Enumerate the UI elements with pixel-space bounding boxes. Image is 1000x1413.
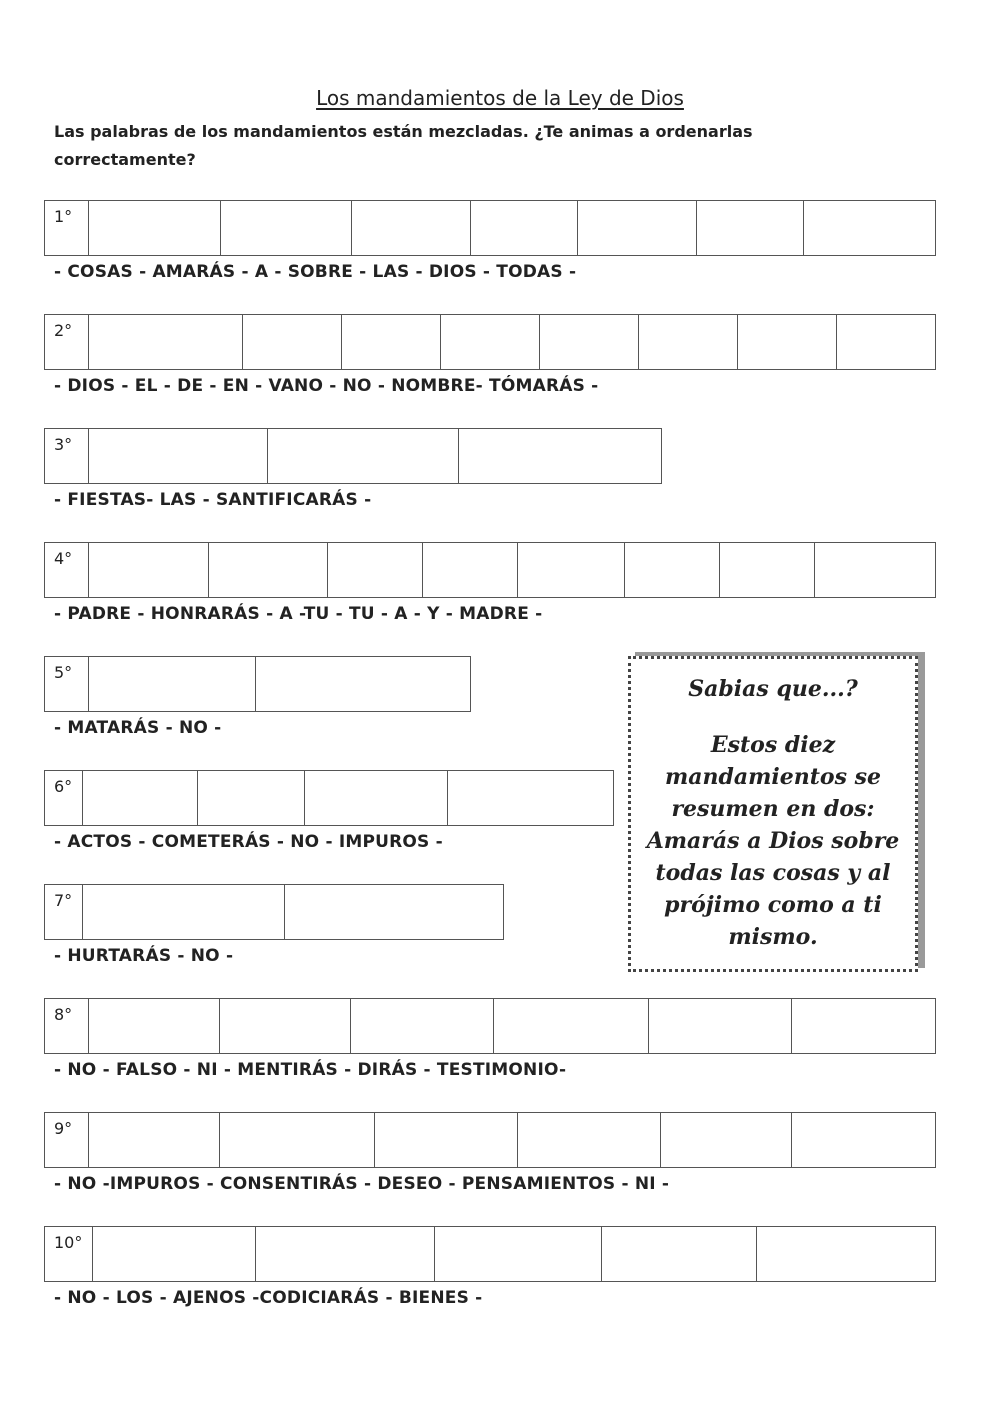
did-you-know-box	[628, 656, 918, 972]
answer-cell[interactable]	[268, 429, 459, 483]
did-you-know-title: Sabias que...?	[688, 676, 858, 702]
answer-cell[interactable]	[89, 999, 220, 1053]
answer-cell[interactable]	[243, 315, 342, 369]
answer-cell[interactable]	[448, 771, 613, 825]
instructions-line-2: correctamente?	[54, 150, 196, 169]
answer-row-4	[44, 542, 936, 598]
answer-cell[interactable]	[305, 771, 448, 825]
answer-cell[interactable]	[602, 1227, 757, 1281]
scrambled-words-6: - ACTOS - COMETERÁS - NO - IMPUROS -	[54, 832, 443, 852]
answer-cell[interactable]	[649, 999, 792, 1053]
scrambled-words-8: - NO - FALSO - NI - MENTIRÁS - DIRÁS - TESTIMONIO-	[54, 1060, 567, 1080]
answer-cell[interactable]	[792, 999, 935, 1053]
answer-cell[interactable]	[351, 999, 494, 1053]
answer-row-7	[44, 884, 504, 940]
answer-cell[interactable]	[220, 1113, 375, 1167]
answer-cell[interactable]	[471, 201, 578, 255]
answer-cell[interactable]	[285, 885, 503, 939]
answer-cell[interactable]	[375, 1113, 518, 1167]
row-number-10: 10°	[45, 1227, 93, 1281]
row-number-1: 1°	[45, 201, 89, 255]
answer-cell[interactable]	[423, 543, 518, 597]
answer-cell[interactable]	[221, 201, 352, 255]
answer-cell[interactable]	[198, 771, 305, 825]
scrambled-words-1: - COSAS - AMARÁS - A - SOBRE - LAS - DIOS - TODAS -	[54, 262, 577, 282]
answer-cell[interactable]	[697, 201, 804, 255]
answer-cell[interactable]	[815, 543, 935, 597]
answer-cell[interactable]	[540, 315, 639, 369]
instructions	[54, 118, 854, 174]
answer-cell[interactable]	[89, 429, 268, 483]
answer-cell[interactable]	[209, 543, 328, 597]
answer-cell[interactable]	[738, 315, 837, 369]
answer-row-3	[44, 428, 662, 484]
answer-row-9	[44, 1112, 936, 1168]
scrambled-words-10: - NO - LOS - AJENOS -CODICIARÁS - BIENES -	[54, 1288, 483, 1308]
answer-cell[interactable]	[625, 543, 720, 597]
answer-cell[interactable]	[256, 1227, 435, 1281]
answer-row-5	[44, 656, 471, 712]
answer-cell[interactable]	[661, 1113, 792, 1167]
answer-cell[interactable]	[83, 771, 198, 825]
row-number-7: 7°	[45, 885, 83, 939]
answer-row-2	[44, 314, 936, 370]
answer-cell[interactable]	[494, 999, 649, 1053]
answer-cell[interactable]	[89, 201, 221, 255]
answer-cell[interactable]	[220, 999, 351, 1053]
answer-cell[interactable]	[837, 315, 935, 369]
answer-cell[interactable]	[93, 1227, 256, 1281]
answer-cell[interactable]	[352, 201, 471, 255]
row-number-3: 3°	[45, 429, 89, 483]
answer-row-10	[44, 1226, 936, 1282]
row-number-6: 6°	[45, 771, 83, 825]
scrambled-words-4: - PADRE - HONRARÁS - A -TU - TU - A - Y - MADRE -	[54, 604, 543, 624]
answer-row-6	[44, 770, 614, 826]
scrambled-words-7: - HURTARÁS - NO -	[54, 946, 234, 966]
row-number-5: 5°	[45, 657, 89, 711]
answer-cell[interactable]	[89, 315, 243, 369]
answer-cell[interactable]	[578, 201, 697, 255]
answer-cell[interactable]	[720, 543, 815, 597]
scrambled-words-3: - FIESTAS- LAS - SANTIFICARÁS -	[54, 490, 372, 510]
scrambled-words-9: - NO -IMPUROS - CONSENTIRÁS - DESEO - PENSAMIENTOS - NI -	[54, 1174, 670, 1194]
answer-cell[interactable]	[518, 543, 625, 597]
answer-cell[interactable]	[804, 201, 935, 255]
answer-cell[interactable]	[256, 657, 470, 711]
did-you-know-text: Estos diez mandamientos se resumen en dos: Amarás a Dios sobre todas las cosas y al prójimo como a ti mismo.	[646, 732, 900, 950]
row-number-2: 2°	[45, 315, 89, 369]
answer-cell[interactable]	[435, 1227, 602, 1281]
row-number-8: 8°	[45, 999, 89, 1053]
answer-cell[interactable]	[639, 315, 738, 369]
answer-cell[interactable]	[89, 657, 256, 711]
answer-row-1	[44, 200, 936, 256]
answer-cell[interactable]	[757, 1227, 935, 1281]
scrambled-words-5: - MATARÁS - NO -	[54, 718, 222, 738]
answer-cell[interactable]	[89, 1113, 220, 1167]
answer-cell[interactable]	[328, 543, 423, 597]
answer-row-8	[44, 998, 936, 1054]
page-title: Los mandamientos de la Ley de Dios	[316, 86, 684, 110]
scrambled-words-2: - DIOS - EL - DE - EN - VANO - NO - NOMBRE- TÓMARÁS -	[54, 376, 599, 396]
answer-cell[interactable]	[441, 315, 540, 369]
answer-cell[interactable]	[89, 543, 209, 597]
instructions-line-1: Las palabras de los mandamientos están mezcladas. ¿Te animas a ordenarlas	[54, 122, 753, 141]
answer-cell[interactable]	[792, 1113, 935, 1167]
answer-cell[interactable]	[518, 1113, 661, 1167]
answer-cell[interactable]	[459, 429, 661, 483]
answer-cell[interactable]	[83, 885, 285, 939]
row-number-4: 4°	[45, 543, 89, 597]
row-number-9: 9°	[45, 1113, 89, 1167]
answer-cell[interactable]	[342, 315, 441, 369]
